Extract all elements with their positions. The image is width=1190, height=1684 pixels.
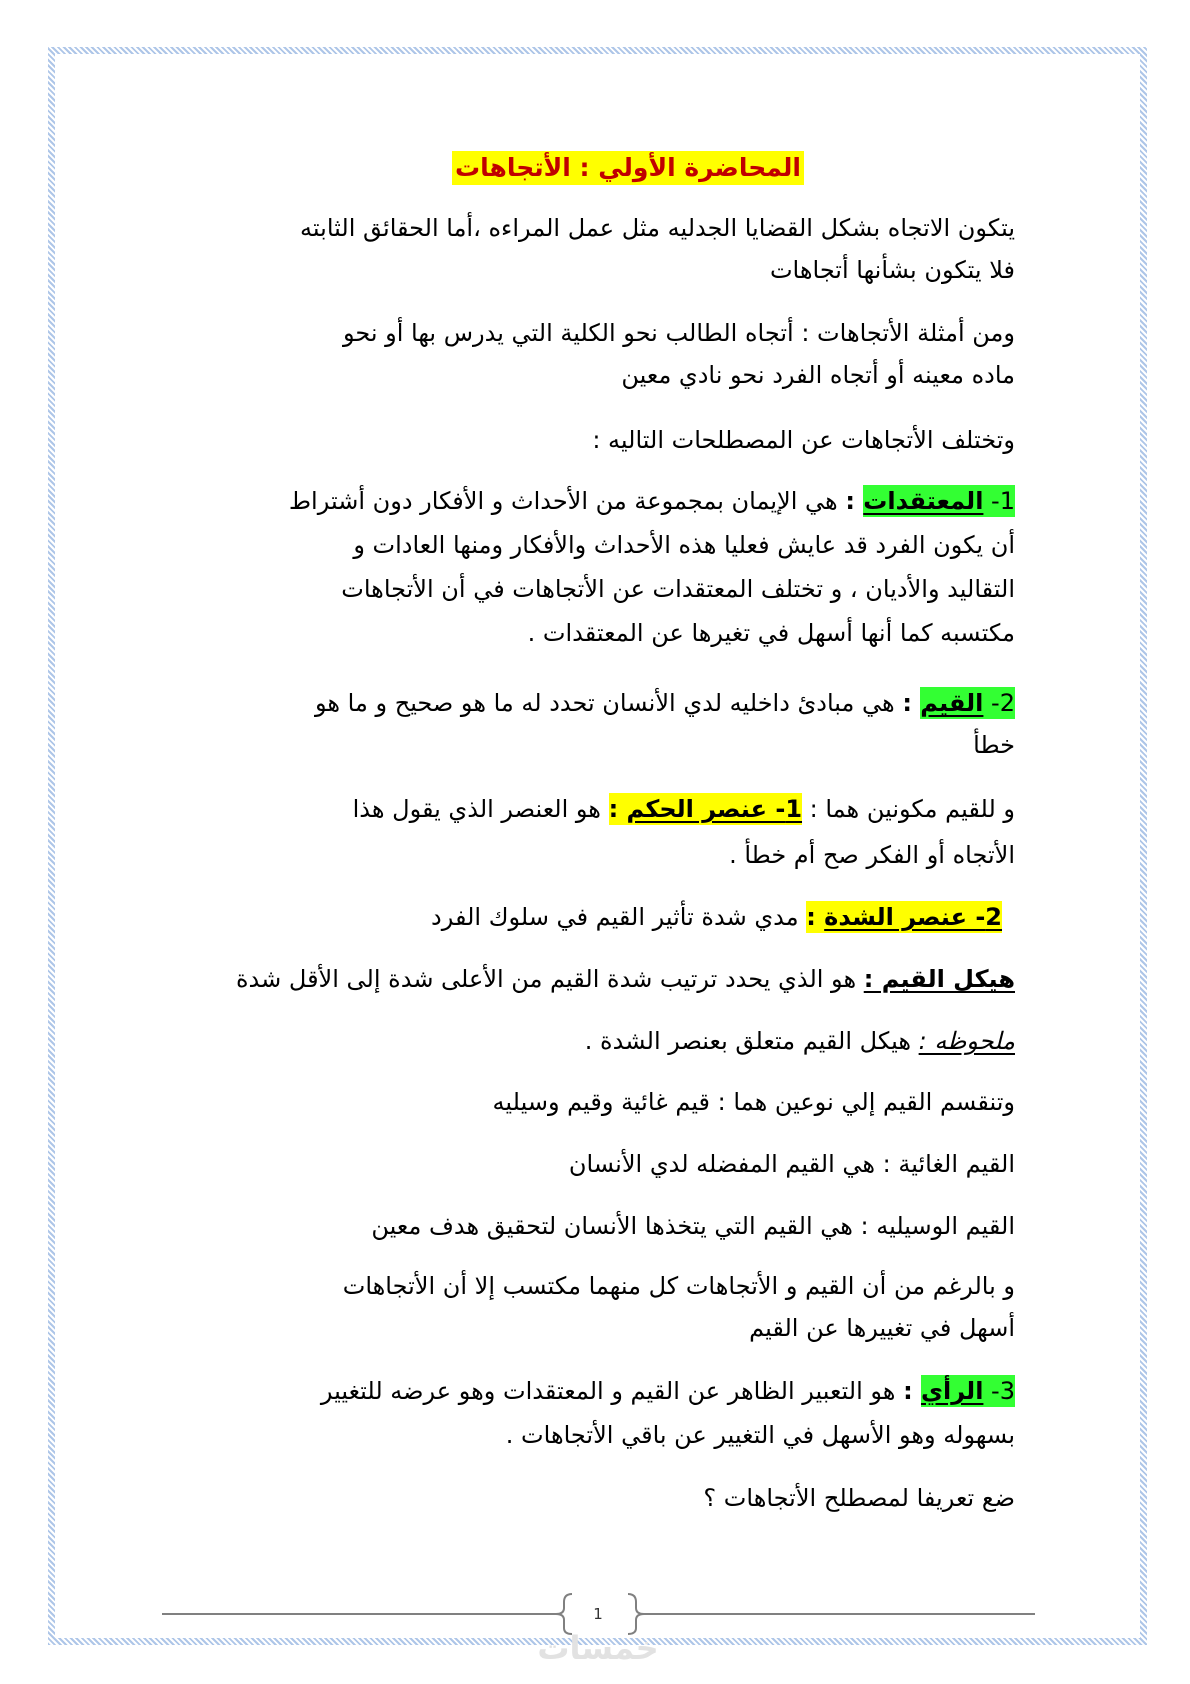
opinion-definition: هو التعبير الظاهر عن القيم و المعتقدات وهو عرضه للتغيير [320, 1377, 904, 1405]
opinion-heading-highlight [921, 1375, 1015, 1407]
question-paragraph [135, 1477, 1015, 1519]
value-structure-paragraph [135, 958, 1015, 1000]
intro-paragraph [135, 207, 1015, 291]
values-heading-highlight [920, 687, 1015, 719]
beliefs-paragraph [135, 479, 1015, 655]
intro-line: فلا يتكون بشأنها أتجاهات [769, 256, 1015, 284]
comparison-line: و بالرغم من أن القيم و الأتجاهات كل منهما مكتسب إلا أن الأتجاهات [342, 1272, 1015, 1300]
page-number: 1 [593, 1605, 603, 1623]
values-line [135, 682, 1015, 724]
beliefs-line: التقاليد والأديان ، و تختلف المعتقدات عن الأتجاهات في أن الأتجاهات [341, 575, 1015, 603]
note-label: ملحوظه : [918, 1027, 1015, 1055]
values-line: خطأ [973, 731, 1015, 759]
judgment-label: 1- عنصر الحكم [626, 795, 803, 823]
opinion-number: 3- [983, 1377, 1015, 1405]
values-separator: : [902, 689, 921, 717]
beliefs-line [135, 479, 1015, 523]
question-line: ضع تعريفا لمصطلح الأتجاهات ؟ [703, 1484, 1015, 1512]
value-types-line: وتنقسم القيم إلي نوعين هما : قيم غائية وقيم وسيليه [492, 1088, 1015, 1116]
beliefs-term: المعتقدات [863, 487, 984, 515]
beliefs-heading-highlight [863, 485, 1015, 517]
values-paragraph [135, 682, 1015, 766]
instrumental-values-line: القيم الوسيليه : هي القيم التي يتخذها الأنسان لتحقيق هدف معين [371, 1212, 1015, 1240]
opinion-paragraph [135, 1369, 1015, 1457]
beliefs-number: 1- [983, 487, 1015, 515]
values-term: القيم [920, 689, 984, 717]
opinion-line: بسهوله وهو الأسهل في التغيير عن باقي الأتجاهات . [505, 1421, 1015, 1449]
value-structure-line [135, 958, 1015, 1000]
value-components-line: الأتجاه أو الفكر صح أم خطأ . [729, 841, 1015, 869]
note-text: هيكل القيم متعلق بعنصر الشدة . [584, 1027, 919, 1055]
instrumental-values-paragraph [135, 1205, 1015, 1247]
note-line [135, 1020, 1015, 1062]
watermark-logo: خمسات [537, 1629, 659, 1667]
terms-intro-paragraph [135, 419, 1015, 461]
value-components-paragraph [135, 786, 1015, 878]
terms-intro-line: وتختلف الأتجاهات عن المصطلحات التاليه : [592, 426, 1015, 454]
judgment-separator: : [608, 795, 627, 823]
beliefs-line: مكتسبه كما أنها أسهل في تغيرها عن المعتقدات . [527, 619, 1015, 647]
value-types-paragraph [135, 1081, 1015, 1123]
examples-line: ماده معينه أو أتجاه الفرد نحو نادي معين [621, 361, 1015, 389]
intro-line: يتكون الاتجاه بشكل القضايا الجدليه مثل عمل المراءه ،أما الحقائق الثابته [300, 214, 1015, 242]
intensity-heading-highlight [806, 901, 1002, 933]
comparison-paragraph [135, 1265, 1015, 1349]
intensity-paragraph [135, 896, 1015, 938]
terminal-values-paragraph [135, 1143, 1015, 1185]
beliefs-line: أن يكون الفرد قد عايش فعليا هذه الأحداث والأفكار ومنها العادات و [353, 531, 1015, 559]
intensity-label: 2- عنصر الشدة [824, 903, 1002, 931]
beliefs-separator: : [845, 487, 864, 515]
examples-paragraph [135, 312, 1015, 396]
opinion-term: الرأي [921, 1377, 984, 1405]
value-components-line [135, 786, 1015, 832]
note-paragraph [135, 1020, 1015, 1062]
opinion-separator: : [903, 1377, 922, 1405]
value-structure-definition: هو الذي يحدد ترتيب شدة القيم من الأعلى شدة إلى الأقل شدة [235, 965, 864, 993]
judgment-heading-highlight [609, 793, 802, 825]
value-structure-label: هيكل القيم : [863, 965, 1015, 993]
title-block [328, 151, 928, 185]
lecture-title: المحاضرة الأولي : الأتجاهات [452, 151, 804, 185]
opinion-line [135, 1369, 1015, 1413]
terminal-values-line: القيم الغائية : هي القيم المفضله لدي الأنسان [568, 1150, 1015, 1178]
comparison-line: أسهل في تغييرها عن القيم [749, 1314, 1015, 1342]
values-number: 2- [983, 689, 1015, 717]
intensity-separator: : [806, 903, 825, 931]
values-definition: هي مبادئ داخليه لدي الأنسان تحدد له ما هو صحيح و ما هو [315, 689, 903, 717]
examples-line: ومن أمثلة الأتجاهات : أتجاه الطالب نحو الكلية التي يدرس بها أو نحو [342, 319, 1015, 347]
value-components-lead: و للقيم مكونين هما : [802, 795, 1015, 823]
intensity-line [135, 896, 1002, 938]
judgment-definition: هو العنصر الذي يقول هذا [352, 795, 609, 823]
beliefs-definition: هي الإيمان بمجموعة من الأحداث و الأفكار دون أشتراط [288, 487, 846, 515]
intensity-definition: مدي شدة تأثير القيم في سلوك الفرد [431, 903, 807, 931]
